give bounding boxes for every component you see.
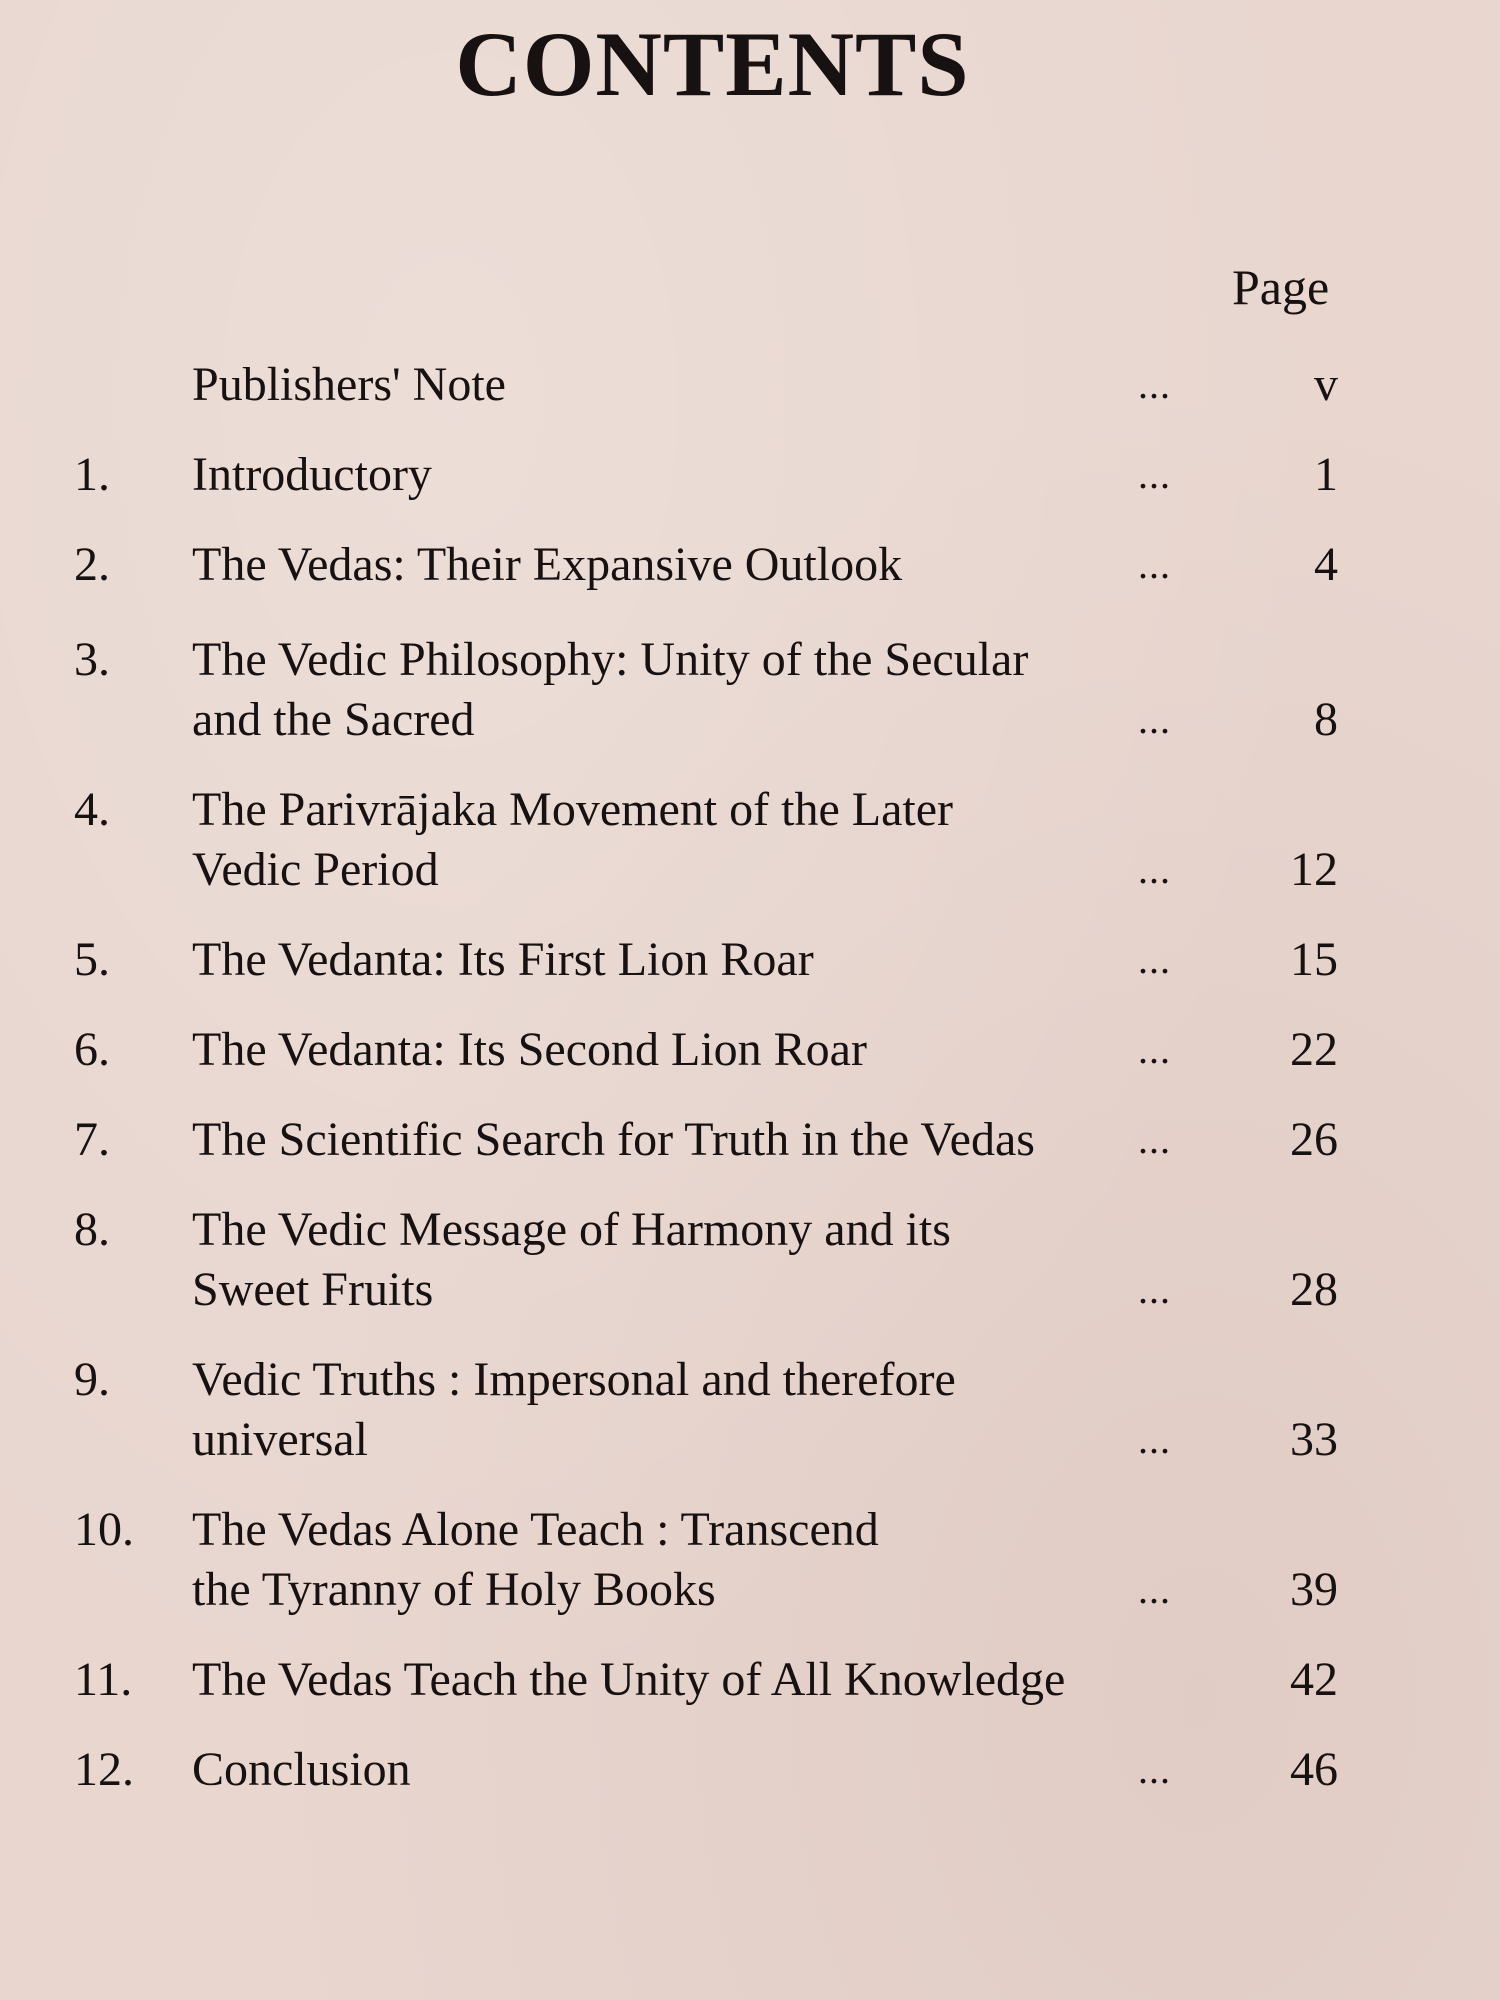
entry-title xyxy=(192,355,1152,415)
entry-title-line: Sweet Fruits xyxy=(192,1263,434,1316)
entry-number: 5. xyxy=(74,933,110,986)
entry-title-line: The Vedas Teach the Unity of All Knowledge xyxy=(192,1653,1066,1706)
page-column-header: Page xyxy=(1232,259,1330,315)
entry-title xyxy=(192,780,1152,900)
entry-title-line: Publishers' Note xyxy=(192,358,506,411)
leader-dots: ... xyxy=(1138,847,1171,892)
page-number: v xyxy=(1314,358,1338,411)
entry-number: 2. xyxy=(74,538,110,591)
page-title: CONTENTS xyxy=(455,13,970,115)
entry-number: 1. xyxy=(74,448,110,501)
entry-title xyxy=(192,1650,1152,1710)
leader-dots: ... xyxy=(1138,1747,1171,1792)
page-number: 8 xyxy=(1314,693,1338,746)
page-number: 28 xyxy=(1290,1263,1338,1316)
entry-title xyxy=(192,1500,1152,1620)
entry-title-line: The Vedas Alone Teach : Transcend xyxy=(192,1503,879,1556)
page-number: 46 xyxy=(1290,1743,1338,1796)
entry-title xyxy=(192,630,1152,750)
page-number: 42 xyxy=(1290,1653,1338,1706)
entry-title xyxy=(192,1020,1152,1080)
leader-dots: ... xyxy=(1138,1417,1171,1462)
leader-dots: ... xyxy=(1138,1117,1171,1162)
entry-title-line: The Vedas: Their Expansive Outlook xyxy=(192,538,903,591)
entry-number: 6. xyxy=(74,1023,110,1076)
entry-title xyxy=(192,930,1152,990)
entry-title xyxy=(192,1110,1152,1170)
page-number: 12 xyxy=(1290,843,1338,896)
entry-title-line: The Vedanta: Its Second Lion Roar xyxy=(192,1023,867,1076)
entry-number: 11. xyxy=(74,1653,133,1706)
page-number: 4 xyxy=(1314,538,1338,591)
leader-dots: ... xyxy=(1138,697,1171,742)
page-number: 15 xyxy=(1290,933,1338,986)
entry-title-line: The Vedic Message of Harmony and its xyxy=(192,1203,951,1256)
page-number: 26 xyxy=(1290,1113,1338,1166)
entry-title xyxy=(192,1200,1152,1320)
entry-number: 3. xyxy=(74,633,110,686)
entry-number: 9. xyxy=(74,1353,110,1406)
page-number: 33 xyxy=(1290,1413,1338,1466)
page-number: 39 xyxy=(1290,1563,1338,1616)
entry-title xyxy=(192,1740,1152,1800)
leader-dots: ... xyxy=(1138,452,1171,497)
entry-number: 4. xyxy=(74,783,110,836)
entry-title xyxy=(192,535,1152,595)
entry-title-line: Vedic Truths : Impersonal and therefore xyxy=(192,1353,956,1406)
page-number: 1 xyxy=(1314,448,1338,501)
leader-dots: ... xyxy=(1138,937,1171,982)
leader-dots: ... xyxy=(1138,542,1171,587)
entry-title xyxy=(192,445,1152,505)
leader-dots: ... xyxy=(1138,1567,1171,1612)
page-number: 22 xyxy=(1290,1023,1338,1076)
entry-number: 7. xyxy=(74,1113,110,1166)
leader-dots: ... xyxy=(1138,1267,1171,1312)
entry-title-line: the Tyranny of Holy Books xyxy=(192,1563,716,1616)
entry-title-line: Introductory xyxy=(192,448,432,501)
entry-number: 10. xyxy=(74,1503,134,1556)
entry-number: 8. xyxy=(74,1203,110,1256)
leader-dots: ... xyxy=(1138,1027,1171,1072)
entry-title-line: and the Sacred xyxy=(192,693,475,746)
entry-title-line: The Parivrājaka Movement of the Later xyxy=(192,783,954,836)
entry-title-line: universal xyxy=(192,1413,368,1466)
leader-dots: ... xyxy=(1138,362,1171,407)
entry-number: 12. xyxy=(74,1743,134,1796)
entry-title-line: Conclusion xyxy=(192,1743,411,1796)
entry-title-line: The Vedanta: Its First Lion Roar xyxy=(192,933,814,986)
entry-title xyxy=(192,1350,1152,1470)
entry-title-line: The Scientific Search for Truth in the Vedas xyxy=(192,1113,1035,1166)
entry-title-line: Vedic Period xyxy=(192,843,439,896)
entry-title-line: The Vedic Philosophy: Unity of the Secular xyxy=(192,633,1029,686)
